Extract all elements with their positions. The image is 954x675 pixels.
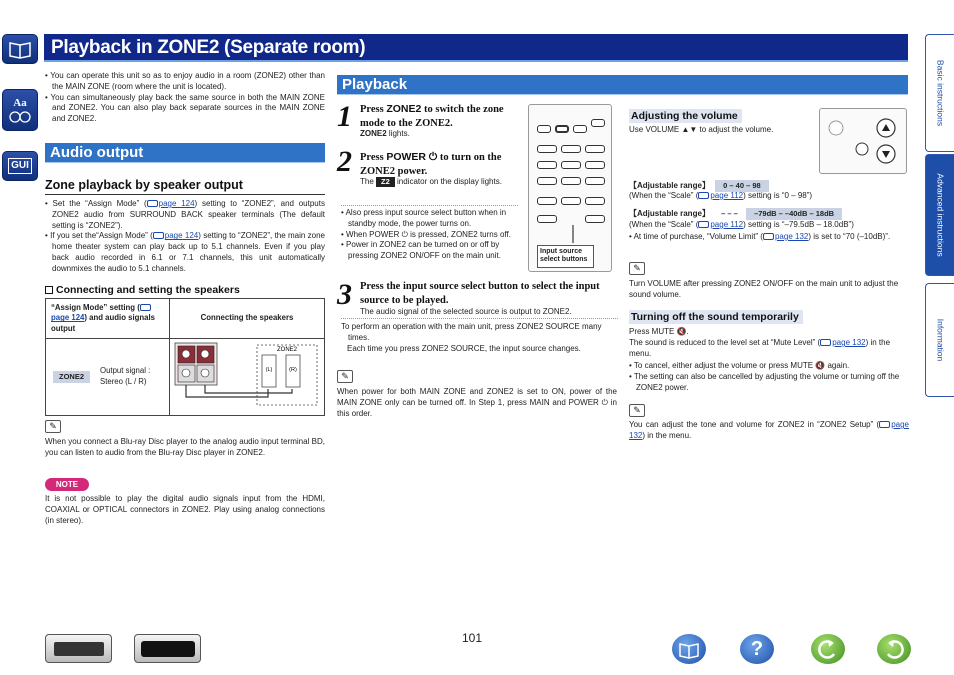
intro-bullet: • You can simultaneously play back the same source in both the MAIN ZONE and ZONE2. You can also play back separate sources in the MAIN ZONE and ZONE2. [45,92,325,124]
checkbox-icon [45,286,53,294]
tab-information-label: Information [935,318,946,362]
table-row [46,339,325,416]
forward-icon[interactable] [877,634,911,664]
contents-book-icon[interactable] [2,34,38,64]
note-badge: NOTE [45,478,89,491]
subheading-zone-playback: Zone playback by speaker output [45,178,243,192]
mute-heading: Turning off the sound temporarily [629,310,803,324]
page-link[interactable]: page 132 [832,338,866,347]
z2-indicator: Z2 [376,177,395,187]
tab-basic-instructions[interactable] [925,34,954,152]
memo-pencil-icon: ✎ [337,370,353,383]
memo-pencil-icon: ✎ [629,262,645,275]
intro-bullet: • You can operate this unit so as to enjoy audio in a room (ZONE2) other than the MAIN ZONE (room where the unit is located). [45,71,325,91]
step-1-sub: ZONE2 lights. [360,129,410,138]
gui-icon-label: GUI [8,158,32,174]
section-audio-output: Audio output [45,143,325,163]
subheading-rule [45,194,325,195]
range2-label: 【Adjustable range】 [629,209,710,218]
volume-line: Use VOLUME ▲▼ to adjust the volume. [629,125,774,134]
mute-bullet: • The setting can also be cancelled by adjusting the volume or turning off the ZONE2 power. [629,371,900,392]
contents-nav-icon[interactable] [672,634,706,664]
diagram-right-label: (R) [289,367,297,373]
zone2-tag: ZONE2 [53,371,90,383]
step-3-bullet: To perform an operation with the main unit, press ZONE2 SOURCE many times. [341,322,602,342]
range2 [629,208,842,220]
speaker-diagram-cell [170,339,325,416]
mute-line: Press MUTE 🔇. [629,327,689,336]
front-panel-icon [54,642,104,656]
speaker-bullet: • Set the “Assign Mode” ( page 124) setting to “ZONE2”, and outputs ZONE2 audio from SURROUND BACK speaker terminals (The default setting is “ZONE2”). [45,199,325,230]
range2-value-b: –79dB – –40dB – 18dB [746,208,842,220]
index-icon[interactable] [2,89,38,131]
diagram-left-label: (L) [265,367,273,373]
memo-bd-text: When you connect a Blu-ray Disc player to the analog audio input terminal BD, you can listen to audio from the Blu-ray Disc player in ZONE2. [45,437,325,457]
tab-advanced-instructions[interactable] [925,154,954,276]
title-bar [44,34,908,62]
page-ref-icon [147,200,158,207]
diagram-zone2-label: ZONE2 [276,347,298,353]
page-link[interactable]: page 124 [51,313,85,323]
intro [45,71,325,125]
note-text: It is not possible to play the digital audio signals input from the HDMI, COAXIAL or OPTICAL connectors in ZONE2. Play using analog connections (in stereo). [45,494,325,525]
page-link[interactable]: page 132 [629,420,909,440]
output-signal: Output signal : Stereo (L / R) [97,339,170,416]
display-icon [141,641,195,657]
range2-desc: (When the “Scale” ( page 112) setting is “–79.5dB – 18.0dB”) [629,220,854,229]
page-link[interactable]: page 112 [710,220,744,229]
volume-buttons-graphic [820,109,908,175]
step-2-bullets [341,205,518,262]
connection-table [45,298,325,416]
speaker-output-bullets [45,199,325,275]
volume-heading: Adjusting the volume [629,109,742,123]
gui-icon[interactable] [2,151,38,181]
page-ref-icon [763,233,774,240]
front-panel-button[interactable] [45,634,112,663]
step-3-text: Press the input source select button to select the input source to be played. [360,281,600,306]
volume-memo-text: Turn VOLUME after pressing ZONE2 ON/OFF on the main unit to adjust the sound volume. [629,279,899,299]
zone2-key: ZONE2 [386,103,422,115]
step-3-bullet-cont: Each time you press ZONE2 SOURCE, the input source changes. [347,343,581,353]
page-link[interactable]: page 132 [774,232,809,241]
memo-pencil-icon: ✎ [629,404,645,417]
step-1-number: 1 [337,100,352,133]
power-key: POWER ⏻ [386,151,438,163]
speaker-bullet: • If you set the“Assign Mode” ( page 124) setting to “ZONE2”, the main zone home theater system can play back up to 5.1 channels. Even if you play back audio recorded in 6.1 or 7.1 channels, this unit automatically downmixes the audio to 5.1 channels. [45,231,325,273]
step-2-bullet: • Power in ZONE2 can be turned on or off by pressing ZONE2 ON/OFF on the main unit. [341,240,501,261]
page-link[interactable]: page 112 [710,191,744,200]
page-number: 101 [462,631,483,645]
index-icon-label: Aa [13,96,27,109]
section-playback: Playback [337,75,908,95]
step-1-text: Press ZONE2 to switch the zone mode to the ZONE2. [360,103,504,129]
step-2-number: 2 [337,145,352,178]
mute-memo-text: You can adjust the tone and volume for ZONE2 in “ZONE2 Setup” ( page 132) in the menu. [629,420,909,440]
step-3-number: 3 [337,278,352,311]
tab-information[interactable] [925,283,954,397]
page-ref-icon [698,221,709,228]
display-button[interactable] [134,634,201,663]
tab-basic-label: Basic instructions [935,59,946,127]
help-icon[interactable]: ? [740,634,774,664]
step-2-bullet: • Also press input source select button when in standby mode, the power turns on. [341,208,507,228]
page-link[interactable]: page 124 [164,231,199,241]
table-header-assign: “Assign Mode” setting (page 124) and audio signals output [46,299,170,339]
back-icon[interactable] [811,634,845,664]
mute-bullet: • To cancel, either adjust the volume or press MUTE 🔇 again. [629,361,850,370]
page-ref-icon [879,421,890,428]
page-ref-icon [140,304,151,311]
page-link[interactable]: page 124 [158,199,195,208]
range1-value: 0 – 40 – 98 [715,180,769,192]
table-header-connect: Connecting the speakers [170,299,325,339]
page-title: Playback in ZONE2 (Separate room) [51,37,366,58]
connecting-heading: Connecting and setting the speakers [45,283,240,297]
tab-advanced-label: Advanced instructions [935,173,946,257]
remote-caption: Input source select buttons [537,245,594,268]
range2-value-a: – – – [721,209,738,218]
range1-desc: (When the “Scale” ( page 112) setting is “0 – 98”) [629,191,813,200]
step-3-bullets [341,318,618,354]
volume-limit-bullet: • At time of purchase, “Volume Limit” ( page 132) is set to “70 (–10dB)”. [629,232,891,241]
page-ref-icon [820,339,831,346]
volume-remote-illustration [819,108,907,174]
page-ref-icon [153,232,164,239]
mute-desc: The sound is reduced to the level set at “Mute Level” ( page 132) in the menu. [629,338,891,358]
speaker-connection-diagram [172,341,322,409]
memo-pencil-icon: ✎ [45,420,61,433]
mute-bullets [629,361,909,393]
page-ref-icon [698,192,709,199]
range1-label: 【Adjustable range】 [629,181,710,190]
step-2-text: Press POWER ⏻ to turn on the ZONE2 power. [360,151,502,177]
playback-memo-text: When power for both MAIN ZONE and ZONE2 is set to ON, power of the MAIN ZONE only can be turned off. In Step 1, press MAIN and POWER ⏻ in this order. [337,387,617,418]
step-2-bullet: • When POWER ⏻ is pressed, ZONE2 turns off. [341,229,511,239]
step-2-sub: The Z2 indicator on the display lights. [360,177,502,186]
step-3-sub: The audio signal of the selected source is output to ZONE2. [360,307,572,316]
